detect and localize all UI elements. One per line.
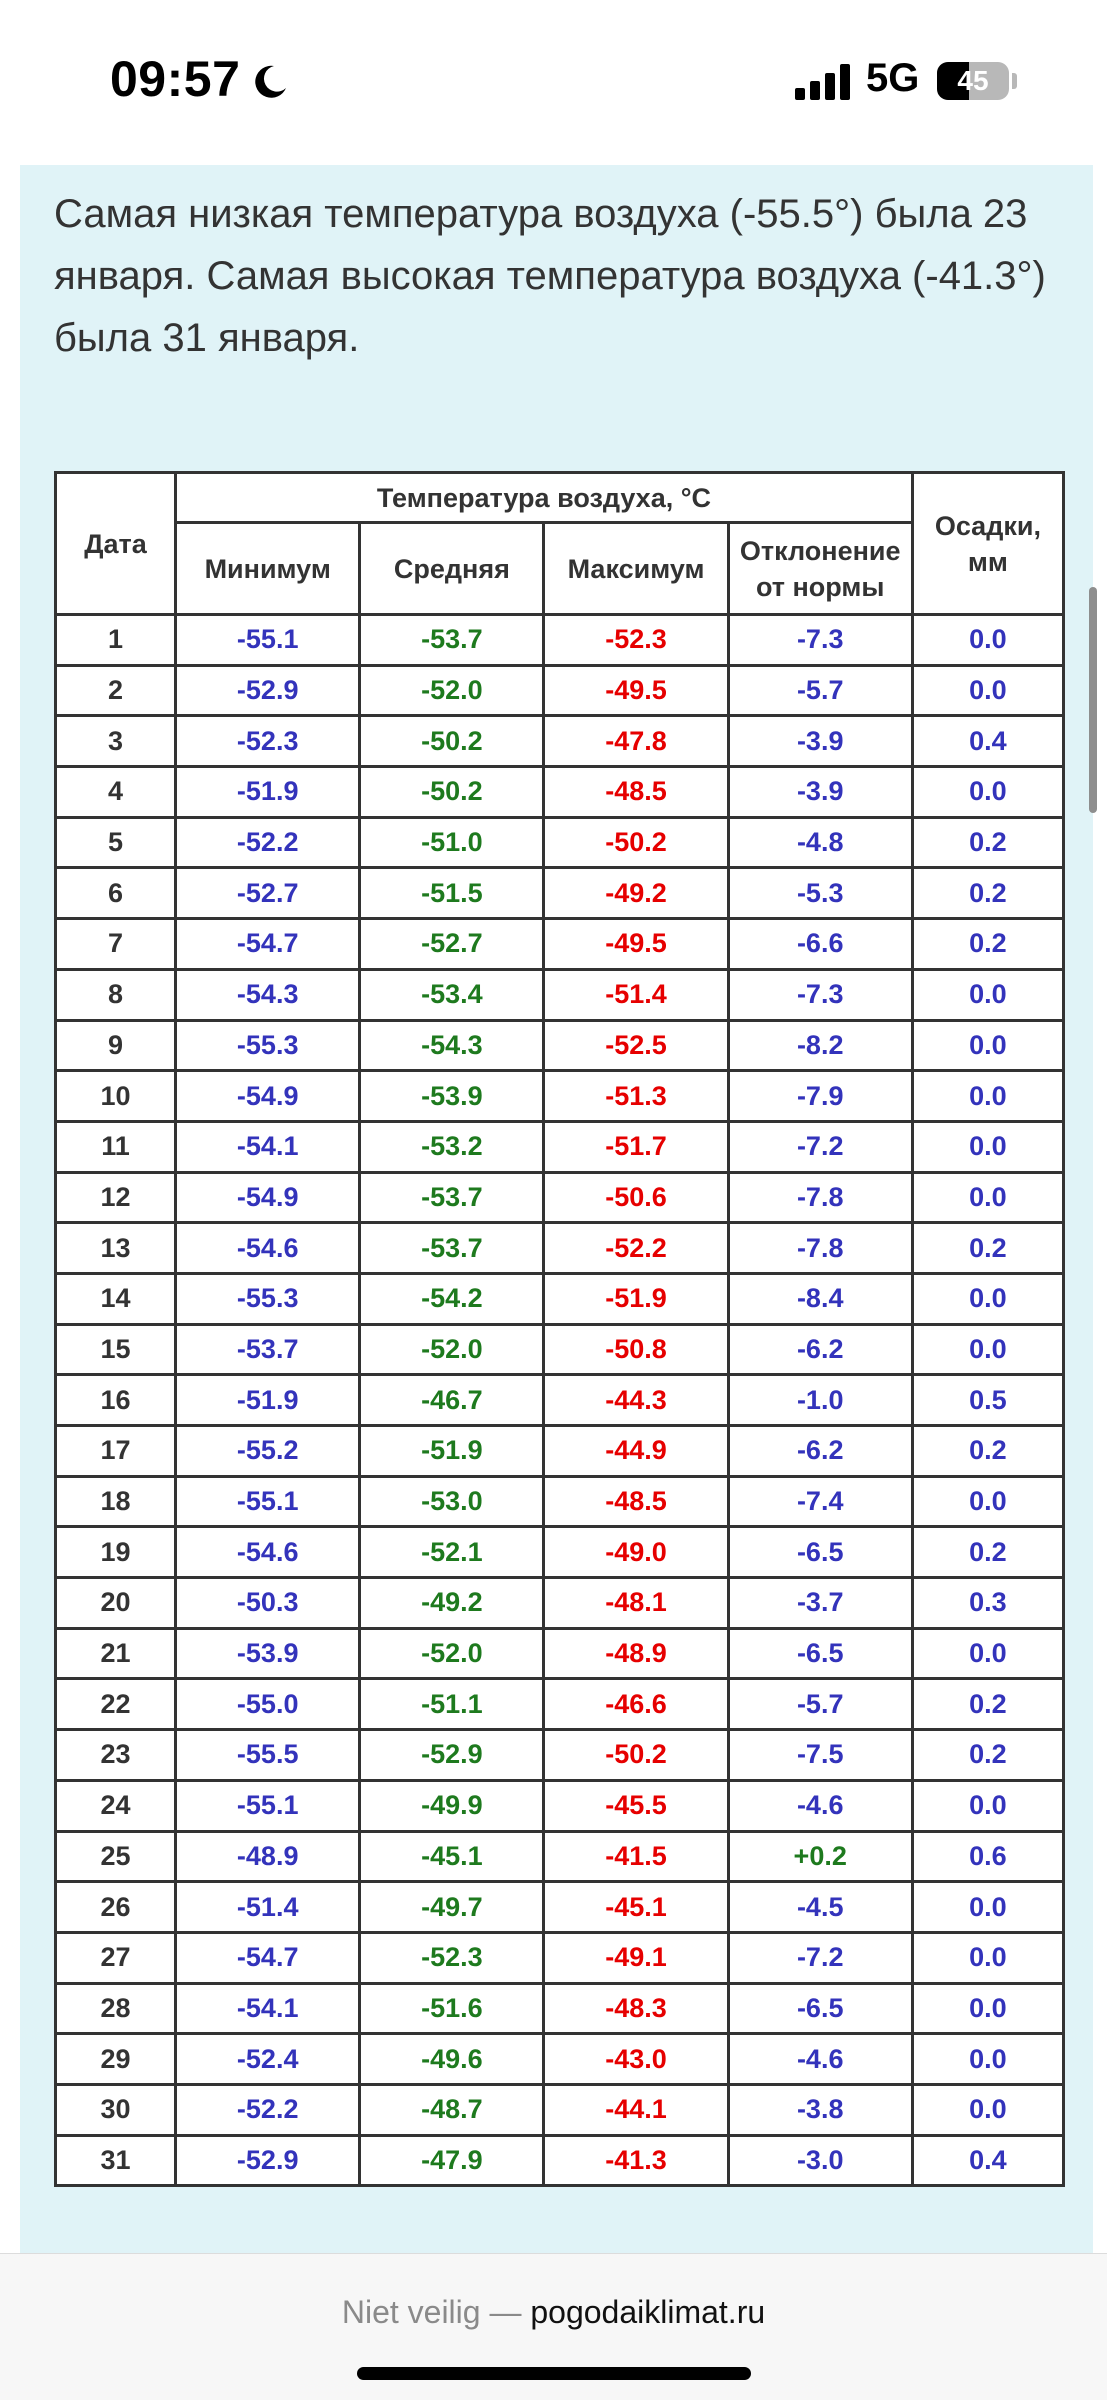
cell-min: -53.9 — [176, 1628, 360, 1679]
cell-date: 25 — [56, 1831, 176, 1882]
cell-precip: 0.2 — [912, 1223, 1063, 1274]
cell-precip: 0.2 — [912, 1730, 1063, 1781]
cell-avg: -47.9 — [360, 2135, 544, 2186]
cell-precip: 0.0 — [912, 1121, 1063, 1172]
cell-precip: 0.2 — [912, 1426, 1063, 1477]
cell-precip: 0.3 — [912, 1578, 1063, 1629]
cell-deviation: -7.8 — [728, 1223, 912, 1274]
cell-avg: -53.0 — [360, 1476, 544, 1527]
moon-icon — [250, 62, 290, 102]
cell-precip: 0.2 — [912, 1679, 1063, 1730]
header-avg: Средняя — [360, 523, 544, 615]
cell-date: 5 — [56, 817, 176, 868]
cell-min: -55.3 — [176, 1020, 360, 1071]
cell-precip: 0.2 — [912, 817, 1063, 868]
table-row — [56, 1273, 1064, 1324]
table-row — [56, 1426, 1064, 1477]
cell-avg: -54.3 — [360, 1020, 544, 1071]
cell-precip: 0.5 — [912, 1375, 1063, 1426]
cell-min: -54.9 — [176, 1172, 360, 1223]
cell-date: 4 — [56, 767, 176, 818]
cell-max: -49.0 — [544, 1527, 728, 1578]
cell-precip: 0.0 — [912, 1882, 1063, 1933]
cell-min: -52.9 — [176, 665, 360, 716]
table-row — [56, 1882, 1064, 1933]
cell-date: 28 — [56, 1983, 176, 2034]
cell-max: -51.3 — [544, 1071, 728, 1122]
table-row — [56, 1476, 1064, 1527]
cell-avg: -53.7 — [360, 1172, 544, 1223]
cell-min: -55.3 — [176, 1273, 360, 1324]
cell-min: -52.2 — [176, 817, 360, 868]
cell-avg: -49.2 — [360, 1578, 544, 1629]
insecure-label: Niet veilig — — [341, 2294, 522, 2330]
cell-min: -52.2 — [176, 2084, 360, 2135]
table-row — [56, 1679, 1064, 1730]
cell-min: -52.3 — [176, 716, 360, 767]
table-row — [56, 716, 1064, 767]
cell-max: -48.5 — [544, 1476, 728, 1527]
cell-min: -55.0 — [176, 1679, 360, 1730]
cell-deviation: -6.2 — [728, 1324, 912, 1375]
cell-avg: -51.6 — [360, 1983, 544, 2034]
cell-date: 29 — [56, 2034, 176, 2085]
cell-date: 12 — [56, 1172, 176, 1223]
cell-precip: 0.0 — [912, 1172, 1063, 1223]
cell-deviation: -7.9 — [728, 1071, 912, 1122]
cell-min: -55.1 — [176, 615, 360, 666]
table-row — [56, 1527, 1064, 1578]
cell-avg: -52.9 — [360, 1730, 544, 1781]
table-row — [56, 1020, 1064, 1071]
table-row — [56, 1780, 1064, 1831]
cell-max: -46.6 — [544, 1679, 728, 1730]
cell-max: -48.9 — [544, 1628, 728, 1679]
cell-min: -55.2 — [176, 1426, 360, 1477]
cell-date: 9 — [56, 1020, 176, 1071]
cell-date: 19 — [56, 1527, 176, 1578]
status-bar — [0, 0, 1107, 165]
cell-avg: -51.0 — [360, 817, 544, 868]
table-row — [56, 1223, 1064, 1274]
table-row — [56, 1375, 1064, 1426]
cell-avg: -45.1 — [360, 1831, 544, 1882]
header-date: Дата — [56, 473, 176, 615]
header-temperature-group: Температура воздуха, °C — [176, 473, 913, 523]
cell-avg: -54.2 — [360, 1273, 544, 1324]
cell-date: 1 — [56, 615, 176, 666]
header-deviation: Отклонение от нормы — [728, 523, 912, 615]
cell-deviation: -3.9 — [728, 767, 912, 818]
cell-precip: 0.0 — [912, 2084, 1063, 2135]
cell-deviation: -4.6 — [728, 2034, 912, 2085]
table-row — [56, 1172, 1064, 1223]
cell-avg: -48.7 — [360, 2084, 544, 2135]
table-row — [56, 1628, 1064, 1679]
table-row — [56, 1071, 1064, 1122]
table-row — [56, 2034, 1064, 2085]
cell-date: 27 — [56, 1932, 176, 1983]
summary-text: Самая низкая температура воздуха (-55.5°) была 23 января. Самая высокая температура воздуха (-41.3°) была 31 января. — [54, 192, 1046, 360]
cell-precip: 0.4 — [912, 2135, 1063, 2186]
cell-max: -52.3 — [544, 615, 728, 666]
cell-max: -50.6 — [544, 1172, 728, 1223]
table-row — [56, 1578, 1064, 1629]
table-row — [56, 919, 1064, 970]
cell-max: -48.5 — [544, 767, 728, 818]
cell-avg: -51.5 — [360, 868, 544, 919]
clock: 09:57 — [110, 51, 241, 107]
battery-icon — [937, 62, 1009, 100]
cell-date: 16 — [56, 1375, 176, 1426]
cell-deviation: -7.3 — [728, 615, 912, 666]
cell-deviation: -7.5 — [728, 1730, 912, 1781]
cell-date: 14 — [56, 1273, 176, 1324]
cell-date: 24 — [56, 1780, 176, 1831]
cell-avg: -49.6 — [360, 2034, 544, 2085]
cell-min: -52.4 — [176, 2034, 360, 2085]
cell-deviation: -4.8 — [728, 817, 912, 868]
cell-precip: 0.0 — [912, 1273, 1063, 1324]
cell-max: -41.5 — [544, 1831, 728, 1882]
cell-max: -52.2 — [544, 1223, 728, 1274]
cell-precip: 0.6 — [912, 1831, 1063, 1882]
cell-deviation: -6.6 — [728, 919, 912, 970]
cell-max: -48.1 — [544, 1578, 728, 1629]
table-row — [56, 1983, 1064, 2034]
cell-max: -50.2 — [544, 817, 728, 868]
cell-deviation: -7.2 — [728, 1121, 912, 1172]
table-row — [56, 1121, 1064, 1172]
cell-min: -48.9 — [176, 1831, 360, 1882]
cell-deviation: -7.3 — [728, 969, 912, 1020]
cell-deviation: -7.4 — [728, 1476, 912, 1527]
cell-deviation: -6.5 — [728, 1527, 912, 1578]
cell-precip: 0.2 — [912, 1527, 1063, 1578]
cell-avg: -53.2 — [360, 1121, 544, 1172]
cell-min: -54.7 — [176, 1932, 360, 1983]
cell-precip: 0.0 — [912, 767, 1063, 818]
cell-precip: 0.0 — [912, 615, 1063, 666]
cell-date: 11 — [56, 1121, 176, 1172]
cell-avg: -46.7 — [360, 1375, 544, 1426]
cell-min: -51.9 — [176, 767, 360, 818]
cell-precip: 0.0 — [912, 665, 1063, 716]
cell-max: -50.8 — [544, 1324, 728, 1375]
home-indicator[interactable] — [357, 2367, 751, 2380]
cell-deviation: -1.0 — [728, 1375, 912, 1426]
cell-date: 7 — [56, 919, 176, 970]
cellular-signal-icon — [795, 64, 851, 100]
table-row — [56, 2084, 1064, 2135]
cell-max: -44.9 — [544, 1426, 728, 1477]
cell-date: 20 — [56, 1578, 176, 1629]
cell-max: -48.3 — [544, 1983, 728, 2034]
cell-date: 15 — [56, 1324, 176, 1375]
cell-precip: 0.0 — [912, 1071, 1063, 1122]
cell-date: 3 — [56, 716, 176, 767]
cell-deviation: +0.2 — [728, 1831, 912, 1882]
cell-min: -51.9 — [176, 1375, 360, 1426]
cell-min: -50.3 — [176, 1578, 360, 1629]
cell-max: -45.5 — [544, 1780, 728, 1831]
cell-min: -52.9 — [176, 2135, 360, 2186]
cell-min: -53.7 — [176, 1324, 360, 1375]
table-row — [56, 665, 1064, 716]
cell-avg: -50.2 — [360, 716, 544, 767]
cell-date: 23 — [56, 1730, 176, 1781]
table-row — [56, 767, 1064, 818]
table-body — [56, 615, 1064, 2186]
cell-avg: -49.9 — [360, 1780, 544, 1831]
cell-min: -55.1 — [176, 1780, 360, 1831]
cell-avg: -52.3 — [360, 1932, 544, 1983]
cell-precip: 0.0 — [912, 1324, 1063, 1375]
cell-deviation: -3.7 — [728, 1578, 912, 1629]
cell-min: -55.1 — [176, 1476, 360, 1527]
cell-date: 13 — [56, 1223, 176, 1274]
cell-precip: 0.2 — [912, 919, 1063, 970]
cell-avg: -52.7 — [360, 919, 544, 970]
cell-deviation: -3.9 — [728, 716, 912, 767]
cell-deviation: -3.8 — [728, 2084, 912, 2135]
cell-avg: -53.7 — [360, 615, 544, 666]
cell-date: 22 — [56, 1679, 176, 1730]
cell-avg: -51.1 — [360, 1679, 544, 1730]
cell-precip: 0.0 — [912, 1628, 1063, 1679]
cell-min: -54.1 — [176, 1121, 360, 1172]
cell-min: -55.5 — [176, 1730, 360, 1781]
cell-precip: 0.0 — [912, 1020, 1063, 1071]
cell-deviation: -5.3 — [728, 868, 912, 919]
cell-max: -44.3 — [544, 1375, 728, 1426]
cell-deviation: -4.6 — [728, 1780, 912, 1831]
cell-avg: -50.2 — [360, 767, 544, 818]
cell-precip: 0.4 — [912, 716, 1063, 767]
cell-deviation: -7.8 — [728, 1172, 912, 1223]
cell-max: -51.4 — [544, 969, 728, 1020]
cell-avg: -53.9 — [360, 1071, 544, 1122]
cell-deviation: -5.7 — [728, 1679, 912, 1730]
cell-min: -54.3 — [176, 969, 360, 1020]
domain-label: pogodaiklimat.ru — [530, 2294, 766, 2330]
scrollbar[interactable] — [1089, 587, 1097, 813]
cell-avg: -49.7 — [360, 1882, 544, 1933]
cell-max: -45.1 — [544, 1882, 728, 1933]
table-row — [56, 1324, 1064, 1375]
cell-min: -54.7 — [176, 919, 360, 970]
temperature-table — [54, 471, 1065, 2187]
cell-date: 2 — [56, 665, 176, 716]
table-row — [56, 868, 1064, 919]
cell-max: -43.0 — [544, 2034, 728, 2085]
cell-deviation: -8.2 — [728, 1020, 912, 1071]
cell-date: 6 — [56, 868, 176, 919]
cell-deviation: -7.2 — [728, 1932, 912, 1983]
cell-max: -49.1 — [544, 1932, 728, 1983]
cell-max: -41.3 — [544, 2135, 728, 2186]
cell-max: -44.1 — [544, 2084, 728, 2135]
cell-avg: -53.4 — [360, 969, 544, 1020]
table-row — [56, 1831, 1064, 1882]
cell-max: -52.5 — [544, 1020, 728, 1071]
cell-precip: 0.0 — [912, 1983, 1063, 2034]
cell-deviation: -5.7 — [728, 665, 912, 716]
url-display[interactable] — [0, 2294, 1107, 2331]
cell-avg: -52.1 — [360, 1527, 544, 1578]
cell-precip: 0.0 — [912, 969, 1063, 1020]
cell-precip: 0.0 — [912, 1932, 1063, 1983]
cell-deviation: -6.2 — [728, 1426, 912, 1477]
table-row — [56, 1730, 1064, 1781]
cell-min: -54.6 — [176, 1527, 360, 1578]
header-max: Максимум — [544, 523, 728, 615]
battery-tip — [1012, 73, 1017, 89]
table-row — [56, 969, 1064, 1020]
cell-min: -52.7 — [176, 868, 360, 919]
cell-max: -51.9 — [544, 1273, 728, 1324]
cell-precip: 0.0 — [912, 1476, 1063, 1527]
cell-date: 8 — [56, 969, 176, 1020]
cell-date: 17 — [56, 1426, 176, 1477]
cell-deviation: -6.5 — [728, 1628, 912, 1679]
battery-level: 45 — [957, 65, 989, 96]
table-row — [56, 2135, 1064, 2186]
cell-precip: 0.0 — [912, 1780, 1063, 1831]
cell-deviation: -6.5 — [728, 1983, 912, 2034]
network-type: 5G — [866, 56, 920, 100]
cell-date: 18 — [56, 1476, 176, 1527]
cell-deviation: -4.5 — [728, 1882, 912, 1933]
cell-date: 30 — [56, 2084, 176, 2135]
header-min: Минимум — [176, 523, 360, 615]
cell-date: 26 — [56, 1882, 176, 1933]
cell-min: -54.6 — [176, 1223, 360, 1274]
table-row — [56, 615, 1064, 666]
cell-max: -49.2 — [544, 868, 728, 919]
cell-avg: -51.9 — [360, 1426, 544, 1477]
cell-avg: -52.0 — [360, 1324, 544, 1375]
cell-date: 31 — [56, 2135, 176, 2186]
cell-max: -49.5 — [544, 665, 728, 716]
cell-date: 10 — [56, 1071, 176, 1122]
cell-avg: -52.0 — [360, 665, 544, 716]
cell-min: -54.1 — [176, 1983, 360, 2034]
header-precip: Осадки, мм — [912, 473, 1063, 615]
cell-precip: 0.2 — [912, 868, 1063, 919]
cell-max: -50.2 — [544, 1730, 728, 1781]
cell-max: -51.7 — [544, 1121, 728, 1172]
table-row — [56, 817, 1064, 868]
cell-max: -49.5 — [544, 919, 728, 970]
cell-date: 21 — [56, 1628, 176, 1679]
cell-max: -47.8 — [544, 716, 728, 767]
table-row — [56, 1932, 1064, 1983]
cell-avg: -53.7 — [360, 1223, 544, 1274]
browser-address-bar[interactable] — [0, 2253, 1107, 2400]
cell-deviation: -3.0 — [728, 2135, 912, 2186]
cell-precip: 0.0 — [912, 2034, 1063, 2085]
cell-avg: -52.0 — [360, 1628, 544, 1679]
cell-min: -54.9 — [176, 1071, 360, 1122]
cell-deviation: -8.4 — [728, 1273, 912, 1324]
cell-min: -51.4 — [176, 1882, 360, 1933]
